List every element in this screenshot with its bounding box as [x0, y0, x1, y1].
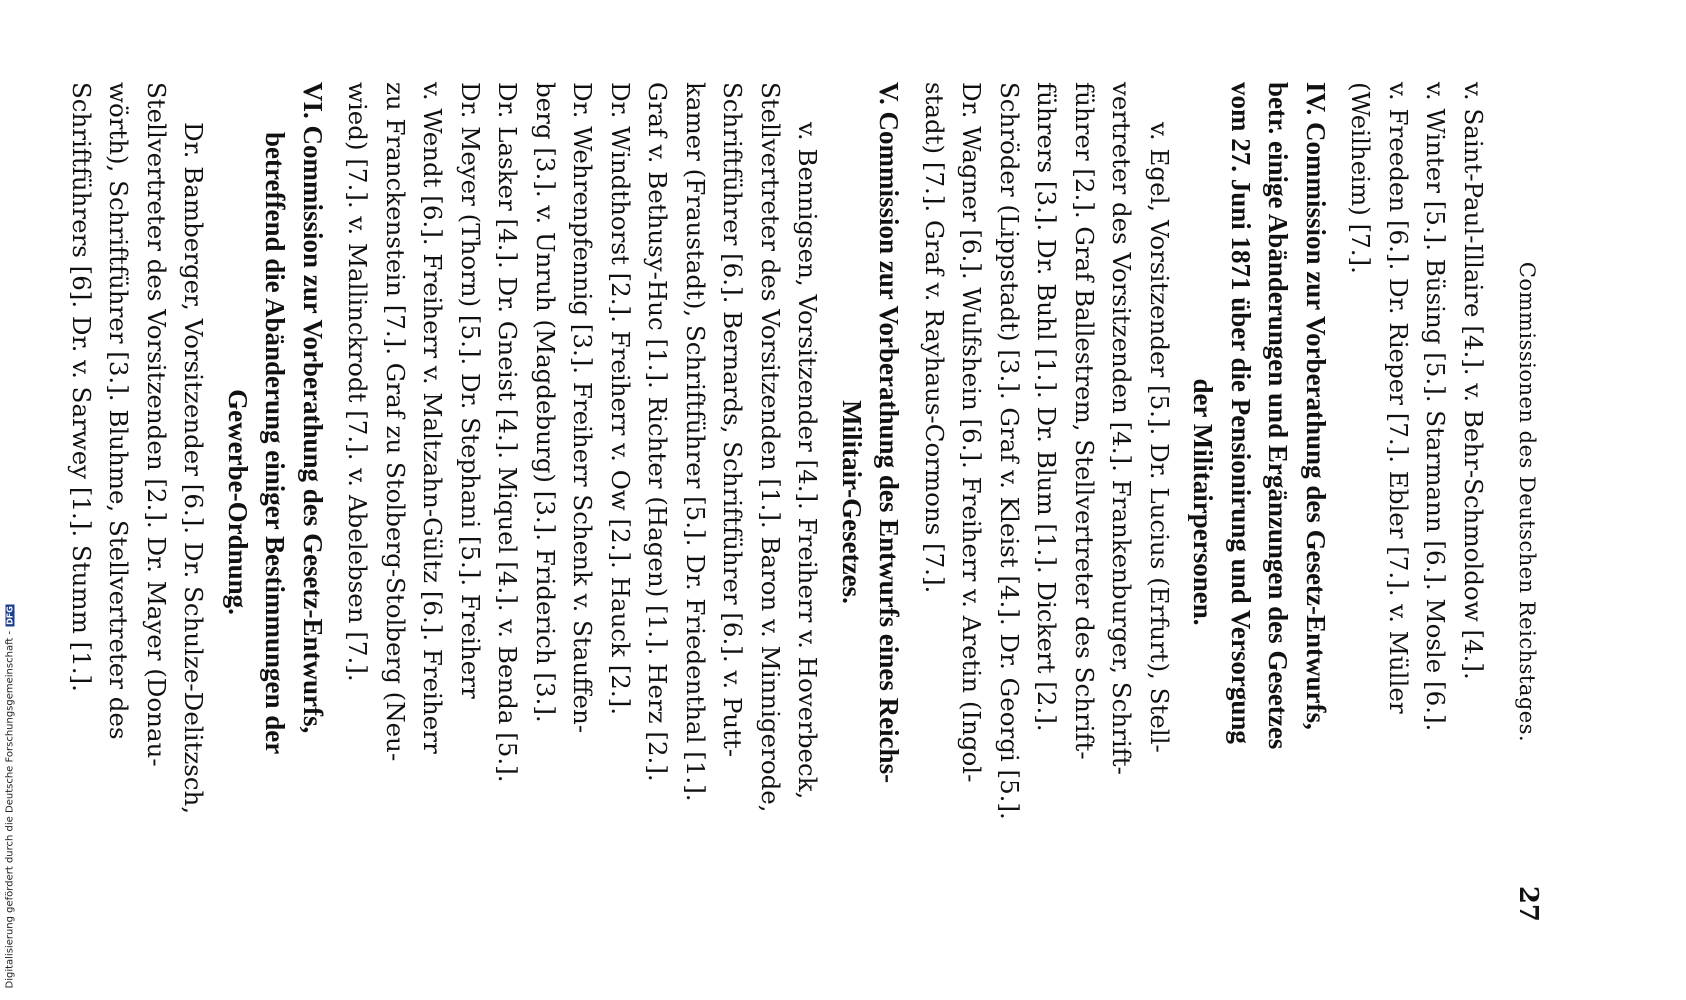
text-line: wied) [7.]. v. Mallinckrodt [7.]. v. Abelebsen [7.].	[343, 82, 373, 682]
digitization-note	[0, 606, 16, 1000]
text-line: Dr. Bamberger, Vorsitzender [6.]. Dr. Schulze-Delitzsch,	[179, 122, 209, 815]
text-line: v. Saint-Paul-Illaire [4.]. v. Behr-Schmoldow [4.].	[1459, 82, 1488, 680]
text-line: Dr. Wagner [6.]. Wulfshein [6.]. Freiherr v. Aretin (Ingol-	[957, 82, 987, 783]
text-line: Stellvertreter des Vorsitzenden [2.]. Dr. Mayer (Donau-	[142, 82, 171, 767]
section-body-iv	[916, 82, 1179, 922]
heading-line: IV. Commission zur Vorberathung des Gesetz-Entwurfs,	[1301, 82, 1331, 730]
section-body-v	[339, 82, 827, 922]
text-line: Dr. Windthorst [2.]. Freiherr v. Ow [2.]. Hauck [2.].	[606, 82, 635, 715]
text-line: Graf v. Bethusy-Huc [1.]. Richter (Hagen) [1.]. Herz [2.].	[643, 82, 673, 782]
text-line: (Weilheim) [7.].	[1346, 82, 1376, 274]
text-line: berg [3.]. v. Unruh (Magdeburg) [3.]. Friderich [3.].	[531, 82, 560, 723]
text-line: v. Freeden [6.]. Dr. Rieper [7.]. Ebler [7.]. v. Müller	[1384, 82, 1413, 714]
text-line: Dr. Lasker [4.]. Dr. Gneist [4.]. Miquel [4.]. v. Benda [5.].	[493, 82, 523, 783]
text-line: Schröder (Lippstadt) [3.]. Graf v. Kleist [4.]. Dr. Georgi [5.].	[995, 82, 1024, 820]
text-line: Dr. Meyer (Thorn) [5.]. Dr. Stephani [5.]. Freiherr	[456, 82, 485, 699]
document-page	[63, 70, 1561, 930]
page-number: 27	[1513, 885, 1543, 922]
page-header	[1498, 82, 1546, 922]
running-head: Commissionen des Deutschen Reichstages.	[1515, 261, 1539, 743]
heading-line: Militair-Gesetzes.	[837, 400, 867, 604]
heading-line: vom 27. Juni 1871 über die Pensionirung und Versorgung	[1226, 82, 1256, 744]
text-line: kamer (Fraustadt), Schriftführer [5.]. Dr. Friedenthal [1.].	[681, 82, 710, 802]
text-line: Stellvertreter des Vorsitzenden [1.]. Baron v. Minnigerode,	[756, 82, 785, 813]
text-line: v. Winter [5.]. Büsing [5.]. Starmann [6.]. Mosle [6.].	[1421, 82, 1451, 732]
heading-line: VI. Commission zur Vorberathung des Gesetz-Entwurfs,	[298, 82, 328, 734]
text-line: vertreter des Vorsitzenden [4.]. Frankenburger, Schrift-	[1107, 82, 1137, 775]
funding-note-text: Digitalisierung gefördert durch die Deutsche Forschungsgemeinschaft -	[4, 630, 16, 989]
text-line: stadt) [7.]. Graf v. Rayhaus-Cormons [7.].	[920, 82, 949, 594]
section-body-vi	[63, 82, 213, 922]
text-line: Schriftführer [6.]. Bernards, Schriftführer [6.]. v. Putt-	[718, 82, 748, 758]
text-line: zu Franckenstein [7.]. Graf zu Stolberg-Stolberg (Neu-	[381, 82, 410, 762]
text-line: Dr. Wehrenpfennig [3.]. Freiherr Schenk v. Stauffen-	[568, 82, 598, 734]
text-line: Schriftführers [6]. Dr. v. Sarwey [1.]. Stumm [1.].	[67, 82, 96, 692]
heading-line: betr. einige Abänderungen und Ergänzungen des Gesetzes	[1263, 82, 1294, 750]
section-heading-iv	[1184, 82, 1334, 922]
rotated-page	[67, 70, 1560, 930]
intro-paragraph	[1342, 82, 1492, 922]
text-line: v. Egel, Vorsitzender [5.]. Dr. Lucius (Erfurt), Stell-	[1145, 122, 1174, 753]
heading-line: betreffend die Abänderung einiger Bestimmungen der	[260, 132, 291, 755]
text-line: führers [3.]. Dr. Buhl [1.]. Dr. Blum [1.]. Dickert [2.].	[1032, 82, 1062, 732]
section-heading-vi	[219, 82, 332, 922]
section-heading-v	[833, 82, 908, 922]
heading-line: Gewerbe-Ordnung.	[223, 389, 253, 615]
text-line: v. Wendt [6.]. Freiherr v. Maltzahn-Gültz [6.]. Freiherr	[418, 82, 448, 754]
heading-line: V. Commission zur Vorberathung des Entwurfs eines Reichs-	[874, 82, 905, 784]
text-line: v. Bennigsen, Vorsitzender [4.]. Freiherr v. Hoverbeck,	[793, 122, 823, 800]
dfg-logo: DFG	[5, 606, 15, 625]
text-line: wörth), Schriftführer [3.]. Bluhme, Stellvertreter des	[104, 82, 134, 740]
text-line: führer [2.]. Graf Ballestrem, Stellvertreter des Schrift-	[1070, 82, 1099, 760]
heading-line: der Militairpersonen.	[1188, 378, 1219, 626]
